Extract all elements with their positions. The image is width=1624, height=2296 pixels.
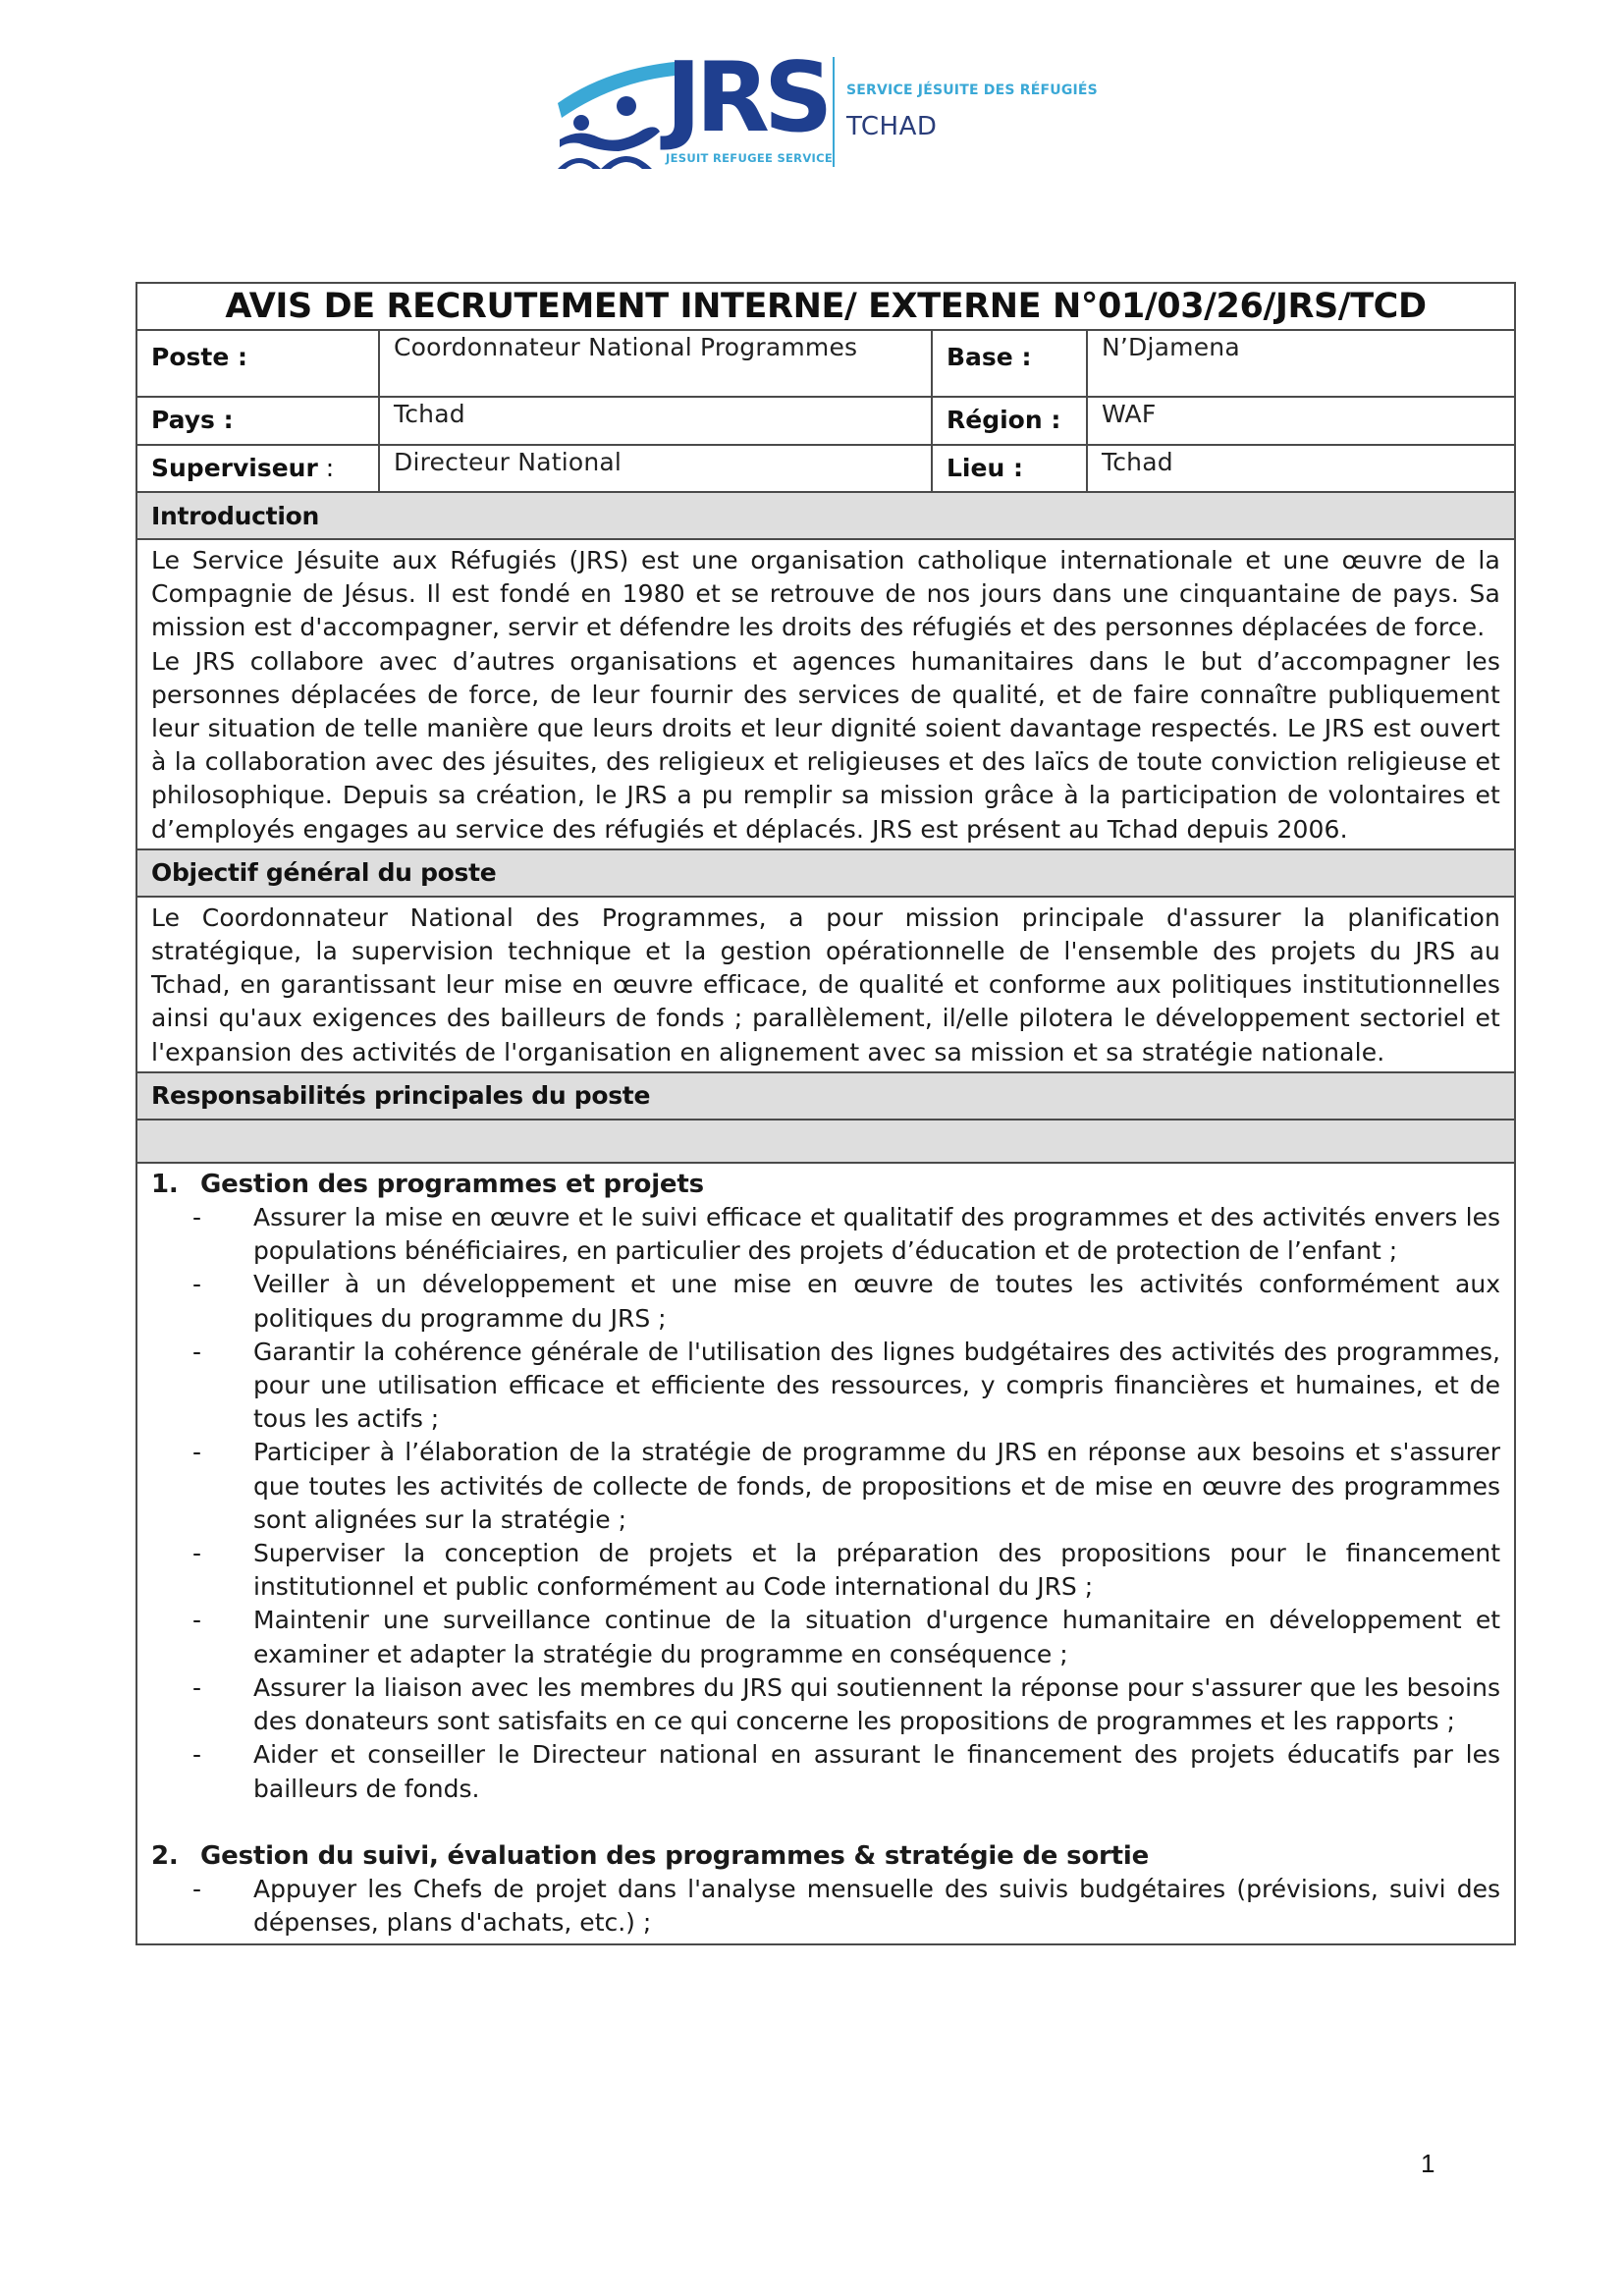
list-item xyxy=(151,1436,1500,1537)
dash-bullet-icon: - xyxy=(192,1337,202,1366)
dash-bullet-icon: - xyxy=(192,1606,202,1635)
dash-bullet-icon: - xyxy=(192,1203,202,1232)
list-item-text: Assurer la mise en œuvre et le suivi efficace et qualitatif des programmes et des activités envers les populations bénéficiaires, en particulier des projets d’éducation et de protection de l’enfant ; xyxy=(253,1203,1500,1266)
list-item xyxy=(151,1671,1500,1738)
dash-bullet-icon: - xyxy=(192,1672,202,1702)
base-label: Base : xyxy=(933,331,1088,396)
list-item-text: Participer à l’élaboration de la stratégie de programme du JRS en réponse aux besoins et s'assurer que toutes les activités de collecte de fonds, de propositions et de mise en œuvre des programmes sont alignées sur la stratégie ; xyxy=(253,1438,1500,1534)
logo-country: TCHAD xyxy=(846,112,938,141)
page-number: 1 xyxy=(1421,2149,1435,2178)
pays-value: Tchad xyxy=(380,398,933,444)
resp-group-number: 2. xyxy=(151,1840,179,1871)
superviseur-label-suffix: : xyxy=(317,454,335,482)
list-item xyxy=(151,1604,1500,1670)
list-item-text: Maintenir une surveillance continue de la situation d'urgence humanitaire en développement et examiner et adapter la stratégie du programme en conséquence ; xyxy=(253,1606,1500,1668)
region-value: WAF xyxy=(1102,400,1157,428)
list-item-text: Aider et conseiller le Directeur national en assurant le financement des projets éducatifs par les bailleurs de fonds. xyxy=(253,1740,1500,1803)
info-row-pays xyxy=(137,398,1514,446)
dash-bullet-icon: - xyxy=(192,1740,202,1770)
info-row-superviseur xyxy=(137,446,1514,493)
pays-label: Pays : xyxy=(137,398,380,444)
introduction-heading-text: Introduction xyxy=(151,501,319,530)
list-item xyxy=(151,1268,1500,1335)
objectif-heading-text: Objectif général du poste xyxy=(151,858,497,888)
region-label: Région : xyxy=(933,398,1088,444)
resp-group-heading xyxy=(151,1839,1500,1873)
dash-bullet-icon: - xyxy=(192,1438,202,1467)
group-spacer xyxy=(151,1806,1500,1839)
resp-group-heading xyxy=(151,1168,1500,1201)
resp-group-list xyxy=(151,1873,1500,1940)
lieu-value: Tchad xyxy=(1102,448,1173,476)
list-item xyxy=(151,1201,1500,1268)
poste-value: Coordonnateur National Programmes xyxy=(380,331,933,396)
notice-title: AVIS DE RECRUTEMENT INTERNE/ EXTERNE N°01/03/26/JRS/TCD xyxy=(225,287,1427,326)
responsabilites-heading-text: Responsabilités principales du poste xyxy=(151,1081,651,1111)
list-item-text: Veiller à un développement et une mise en œuvre de toutes les activités conformément aux politiques du programme du JRS ; xyxy=(253,1270,1500,1333)
recruitment-notice-table xyxy=(135,282,1516,1945)
list-item-text: Garantir la cohérence générale de l'utilisation des lignes budgétaires des activités des programmes, pour une utilisation efficace et efficiente des ressources, y compris financières et humaines, et de tous les actifs ; xyxy=(253,1337,1500,1434)
superviseur-label xyxy=(137,446,380,491)
poste-label: Poste : xyxy=(137,331,380,396)
resp-group-number: 1. xyxy=(151,1169,179,1199)
dash-bullet-icon: - xyxy=(192,1539,202,1568)
base-value: N’Djamena xyxy=(1102,333,1240,361)
logo-divider xyxy=(833,57,835,167)
list-item xyxy=(151,1537,1500,1604)
objectif-heading xyxy=(137,850,1514,898)
list-item xyxy=(151,1336,1500,1437)
list-item-text: Superviser la conception de projets et la préparation des propositions pour le financement institutionnel et public conformément au Code international du JRS ; xyxy=(253,1539,1500,1602)
introduction-paragraph: Le Service Jésuite aux Réfugiés (JRS) est une organisation catholique internationale et une œuvre de la Compagnie de Jésus. Il est fondé en 1980 et se retrouve de nos jours dans une cinquantaine de pays. Sa mission est d'accompagner, servir et défendre les droits des réfugiés et des personnes déplacées de force. xyxy=(151,546,1500,642)
resp-group-title: Gestion des programmes et projets xyxy=(200,1169,704,1199)
introduction-paragraph: Le JRS collabore avec d’autres organisations et agences humanitaires dans le but d’accompagner les personnes déplacées de force, de leur fournir des services de qualité, et de faire connaître publiquement leur situation de telle manière que leurs droits et leur dignité soient davantage respectés. Le JRS est ouvert à la collaboration avec des jésuites, des religieux et religieuses et des laïcs de toute conviction religieuse et philosophique. Depuis sa création, le JRS a pu remplir sa mission grâce à la participation de volontaires et d’employés engages au service des réfugiés et déplacés. JRS est présent au Tchad depuis 2006. xyxy=(151,646,1500,844)
notice-title-row xyxy=(137,284,1514,331)
superviseur-label-text: Superviseur xyxy=(151,454,318,482)
superviseur-value: Directeur National xyxy=(380,446,933,491)
objectif-paragraph: Le Coordonnateur National des Programmes, a pour mission principale d'assurer la planification stratégique, la supervision technique et la gestion opérationnelle de l'ensemble des projets du JRS au Tchad, en garantissant leur mise en œuvre efficace, de qualité et conforme aux politiques institutionnelles ainsi qu'aux exigences des bailleurs de fonds ; parallèlement, il/elle pilotera le développement sectoriel et l'expansion des activités de l'organisation en alignement avec sa mission et sa stratégie nationale. xyxy=(151,902,1500,1066)
dash-bullet-icon: - xyxy=(192,1270,202,1299)
list-item xyxy=(151,1738,1500,1805)
resp-group-list xyxy=(151,1201,1500,1806)
logo-subtitle: SERVICE JÉSUITE DES RÉFUGIÉS xyxy=(846,82,1098,98)
objectif-body xyxy=(137,898,1514,1073)
responsabilites-heading xyxy=(137,1073,1514,1121)
responsabilites-body xyxy=(137,1164,1514,1943)
introduction-body xyxy=(137,540,1514,850)
logo-acronym: JRS xyxy=(666,42,828,154)
dash-bullet-icon: - xyxy=(192,1874,202,1903)
list-item-text: Assurer la liaison avec les membres du JRS qui soutiennent la réponse pour s'assurer que les besoins des donateurs sont satisfaits en ce qui concerne les propositions de programmes et les rapports ; xyxy=(253,1672,1500,1736)
jrs-logo xyxy=(550,42,1098,172)
introduction-heading xyxy=(137,493,1514,540)
list-item xyxy=(151,1873,1500,1940)
responsabilites-blank-row xyxy=(137,1121,1514,1164)
resp-group-title: Gestion du suivi, évaluation des programmes & stratégie de sortie xyxy=(200,1840,1150,1871)
logo-tagline: JESUIT REFUGEE SERVICE xyxy=(666,151,834,165)
list-item-text: Appuyer les Chefs de projet dans l'analyse mensuelle des suivis budgétaires (prévisions, suivi des dépenses, plans d'achats, etc.) ; xyxy=(253,1874,1500,1938)
info-row-poste xyxy=(137,331,1514,398)
lieu-label: Lieu : xyxy=(933,446,1088,491)
